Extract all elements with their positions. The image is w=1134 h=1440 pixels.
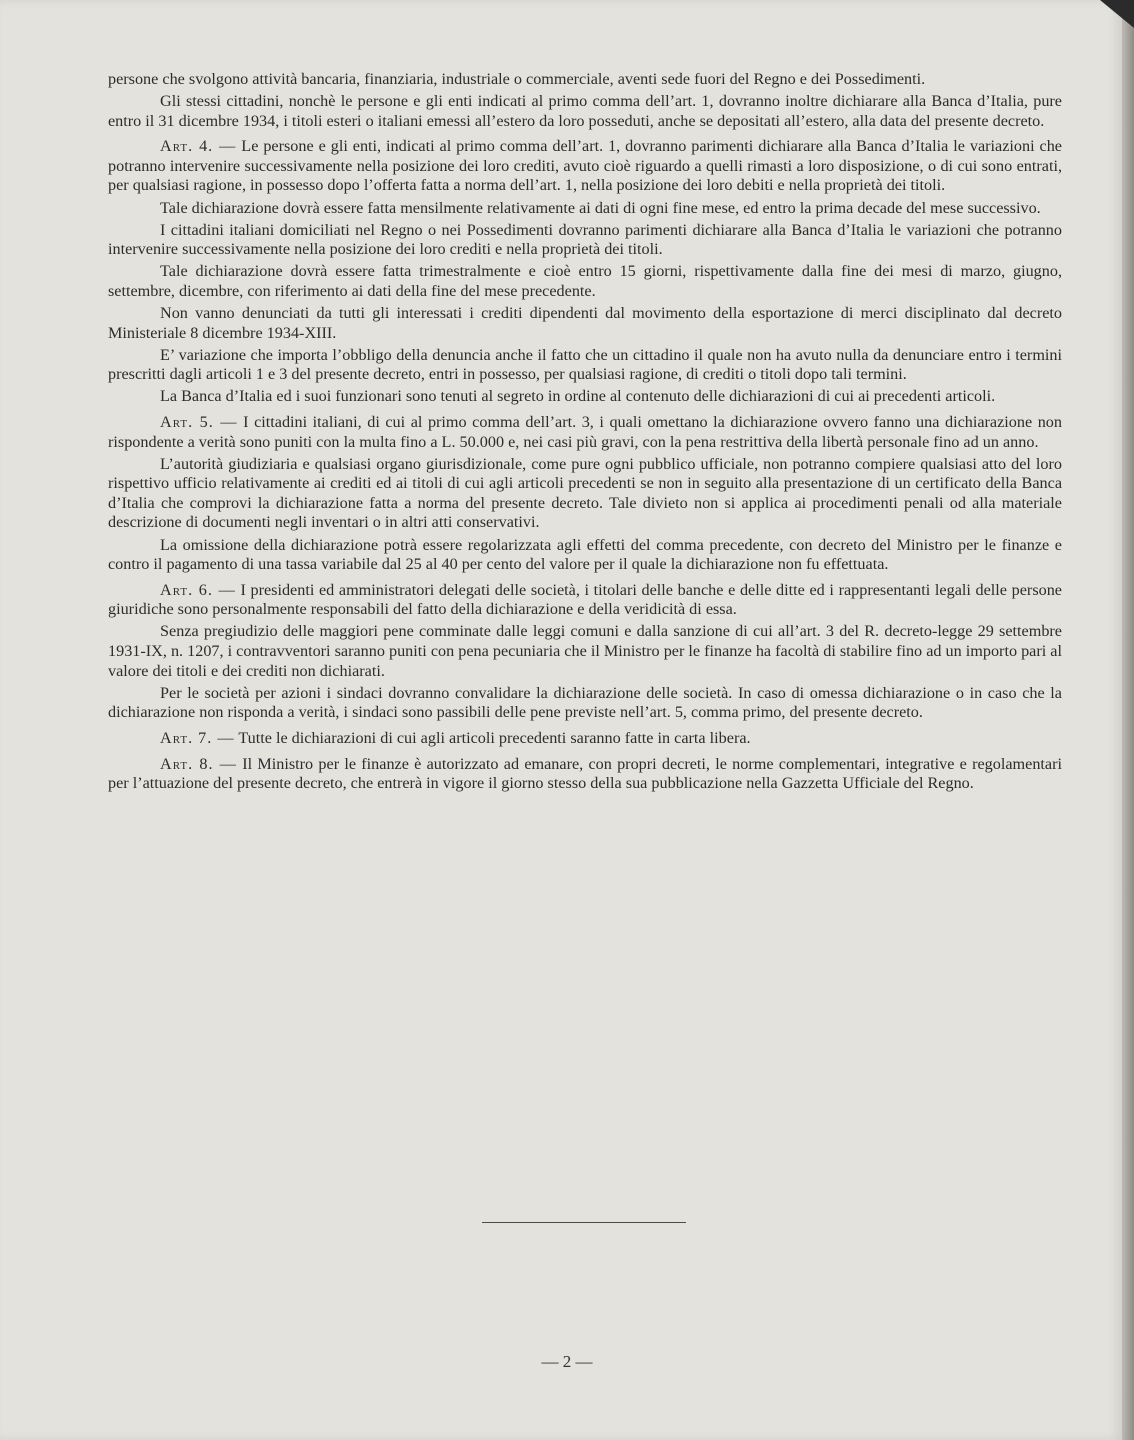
paragraph [108, 262, 1062, 301]
article-heading: Art. 6. — [160, 580, 236, 599]
paragraph [108, 413, 1062, 452]
paragraph [108, 70, 1062, 90]
paragraph [108, 536, 1062, 575]
paragraph [108, 304, 1062, 343]
paragraph-text: Tale dichiarazione dovrà essere fatta trimestralmente e cioè entro 15 giorni, rispettivamente dalla fine dei mesi di marzo, giugno, settembre, dicembre, con riferimento ai dati della fine del mese precedente. [108, 262, 1062, 300]
paragraph-text: La omissione della dichiarazione potrà essere regolarizzata agli effetti del comma precedente, con decreto del Ministro per le finanze e contro il pagamento di una tassa variabile dal 25 al 40 per cento del valore per il quale la dichiarazione non fu effettuata. [108, 535, 1062, 574]
paragraph [108, 221, 1062, 260]
body-text [108, 70, 1062, 796]
paragraph-text: Senza pregiudizio delle maggiori pene comminate dalle leggi comuni e dalla sanzione di cui all’art. 3 del R. decreto-legge 29 settembre 1931-IX, n. 1207, i contravventori saranno puniti con pena pecuniaria che il Ministro per le finanze ha facoltà di stabilire fino ad un importo pari al valore dei titoli e dei crediti non dichiarati. [108, 622, 1062, 680]
article-heading: Art. 4. — [160, 137, 237, 156]
paragraph-text: Per le società per azioni i sindaci dovranno convalidare la dichiarazione delle società. In caso di omessa dichiarazione o in caso che la dichiarazione non risponda a verità, i sindaci sono passibili delle pene previste nell’art. 5, comma primo, del presente decreto. [108, 683, 1062, 722]
paragraph [108, 137, 1062, 196]
paragraph-text: Gli stessi cittadini, nonchè le persone e gli enti indicati al primo comma dell’art. 1, dovranno inoltre dichiarare alla Banca d’Italia, pure entro il 31 dicembre 1934, i titoli esteri o italiani emessi all’estero da loro posseduti, anche se depositati all’estero, alla data del presente decreto. [108, 92, 1062, 130]
paragraph [108, 92, 1062, 131]
paragraph-text: Il Ministro per le finanze è autorizzato ad emanare, con propri decreti, le norme complementari, integrative e regolamentari per l’attuazione del presente decreto, che entrerà in vigore il giorno stesso della sua pubblicazione nella Gazzetta Ufficiale del Regno. [108, 754, 1062, 793]
paragraph-text: Le persone e gli enti, indicati al primo comma dell’art. 1, dovranno parimenti dichiarare alla Banca d’Italia le variazioni che potranno intervenire successivamente nella posizione dei loro crediti, avuto cioè riguardo a quelli rimasti a loro disposizione, o di cui sono entrati, per qualsiasi ragione, in possesso dopo l’offerta fatta a norma dell’art. 1, nella posizione dei loro debiti e nella proprietà dei titoli. [108, 137, 1062, 195]
paragraph [108, 684, 1062, 723]
paragraph [108, 755, 1062, 794]
paragraph-text: Non vanno denunciati da tutti gli interessati i crediti dipendenti dal movimento della esportazione di merci disciplinato dal decreto Ministeriale 8 dicembre 1934-XIII. [108, 304, 1062, 342]
article-heading: Art. 5. — [160, 413, 238, 431]
separator-rule [482, 1222, 686, 1223]
paragraph-text: E’ variazione che importa l’obbligo della denuncia anche il fatto che un cittadino il quale non ha avuto nulla da denunciare entro i termini prescritti dagli articoli 1 e 3 del presente decreto, entri in possesso, per qualsiasi ragione, di crediti o titoli dopo tali termini. [108, 345, 1062, 384]
paragraph [108, 729, 1062, 749]
paragraph-text: L’autorità giudiziaria e qualsiasi organo giurisdizionale, come pure ogni pubblico ufficiale, non potranno compiere qualsiasi atto del loro rispettivo ufficio relativamente ai crediti ed ai titoli di cui agli articoli precedenti se non in seguito alla presentazione di un certificato della Banca d’Italia che comprovi la dichiarazione fatta a norma del presente decreto. Tale divieto non si applica ai procedimenti penali od alla materiale descrizione di documenti negli inventari o in altri atti conservativi. [108, 454, 1062, 532]
article-heading: Art. 7. — [160, 728, 235, 747]
paragraph-text: Tale dichiarazione dovrà essere fatta mensilmente relativamente ai dati di ogni fine mese, ed entro la prima decade del mese successivo. [160, 198, 1041, 217]
paragraph [108, 455, 1062, 533]
paragraph [108, 199, 1062, 219]
paragraph [108, 622, 1062, 681]
paragraph-text: I cittadini italiani, di cui al primo comma dell’art. 3, i quali omettano la dichiarazione ovvero fanno una dichiarazione non rispondente a verità sono puniti con la multa fino a L. 50.000 e, nei casi più gravi, con la pena restrittiva della libertà personale fino ad un anno. [108, 413, 1062, 451]
paragraph [108, 581, 1062, 620]
paragraph [108, 387, 1062, 407]
paragraph-text: La Banca d’Italia ed i suoi funzionari sono tenuti al segreto in ordine al contenuto delle dichiarazioni di cui ai precedenti articoli. [160, 387, 996, 406]
paragraph-text: I presidenti ed amministratori delegati delle società, i titolari delle banche e delle ditte ed i rappresentanti legali delle persone giuridiche sono personalmente responsabili del fatto della dichiarazione e della veridicità di essa. [108, 580, 1062, 619]
paragraph-text: persone che svolgono attività bancaria, finanziaria, industriale o commerciale, aventi sede fuori del Regno e dei Possedimenti. [108, 70, 926, 88]
article-heading: Art. 8. — [160, 754, 237, 773]
page-corner [1100, 0, 1134, 28]
paragraph-text: I cittadini italiani domiciliati nel Regno o nei Possedimenti dovranno parimenti dichiarare alla Banca d’Italia le variazioni che potranno intervenire successivamente nella posizione dei loro crediti e nella proprietà dei titoli. [108, 220, 1062, 259]
page-number: — 2 — [541, 1352, 593, 1371]
paragraph-text: Tutte le dichiarazioni di cui agli articoli precedenti saranno fatte in carta libera. [234, 728, 751, 747]
paragraph [108, 346, 1062, 385]
page-edge [1122, 0, 1134, 1440]
